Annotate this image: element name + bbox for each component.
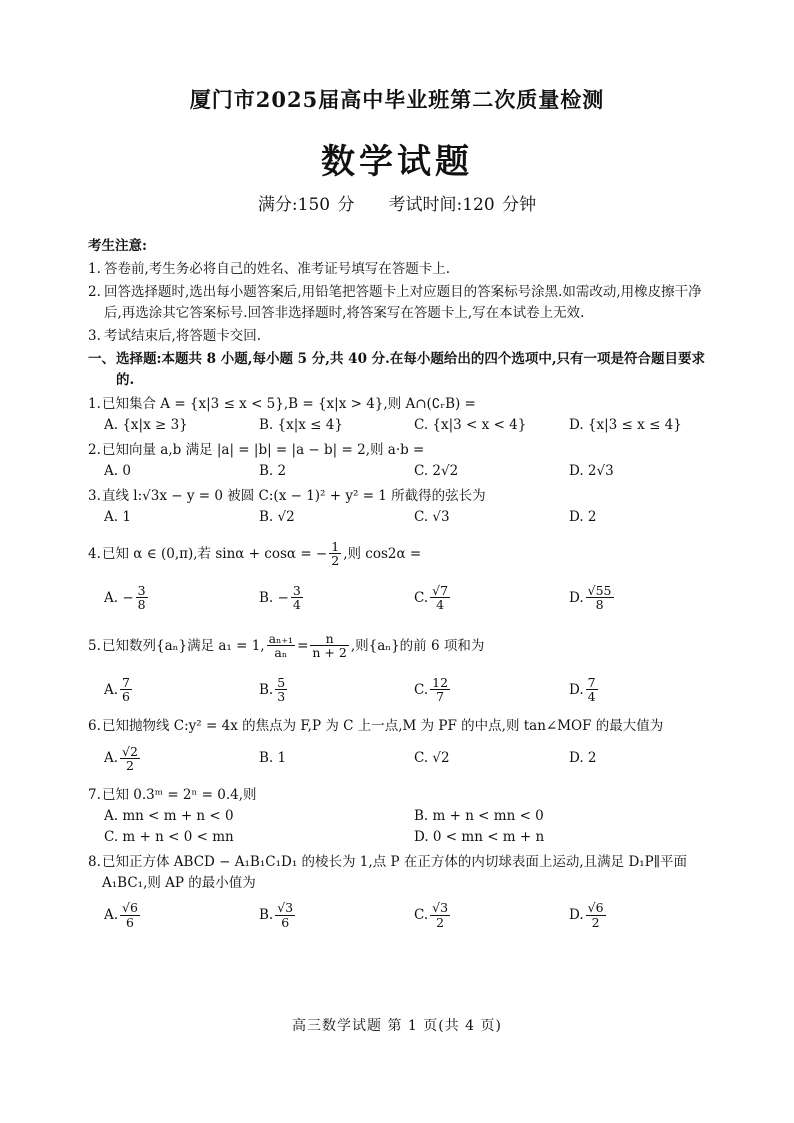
question-stem: ,则 cos2α = <box>343 545 422 562</box>
section-num: 一、 <box>88 350 115 367</box>
fraction-numerator: aₙ₊₁ <box>268 630 294 646</box>
option-a: A. 0 <box>104 463 131 480</box>
options-4 <box>88 576 708 620</box>
fraction-denominator: 3 <box>277 689 286 705</box>
options-6 <box>88 737 708 781</box>
option-c: C. 2√2 <box>414 463 459 480</box>
question-stem: 已知集合 A = {x|3 ≤ x < 5},B = {x|x > 4},则 A∩(∁ᵣB) = <box>102 396 476 413</box>
option-a: A. mn < m + n < 0 <box>104 807 234 824</box>
option-b <box>243 576 398 620</box>
section-heading <box>88 349 708 391</box>
exam-time: 考试时间:120 分钟 <box>388 195 537 215</box>
fraction-denominator: 2 <box>591 915 600 931</box>
question-stem: 已知正方体 ABCD − A₁B₁C₁D₁ 的棱长为 1,点 P 在正方体的内切球表面上运动,且满足 D₁P∥平面 A₁BC₁,则 AP 的最小值为 <box>102 853 687 891</box>
question-num: 3. <box>88 488 101 505</box>
fraction-denominator: 6 <box>122 689 130 705</box>
fraction-numerator: √2 <box>122 743 138 759</box>
option-a <box>88 668 243 712</box>
fraction-denominator: 6 <box>281 915 290 931</box>
option-d: D. 2 <box>569 509 597 526</box>
option-fraction <box>586 676 598 705</box>
exam-title: 数学试题 <box>321 142 473 182</box>
options-8 <box>88 894 708 938</box>
fraction-denominator: n + 2 <box>312 645 347 661</box>
full-score: 满分:150 分 <box>257 195 355 215</box>
option-label: C. <box>414 907 429 924</box>
stem-fraction <box>329 540 341 569</box>
option-d <box>553 894 708 938</box>
notice-item <box>88 326 708 347</box>
option-fraction <box>120 676 132 705</box>
notice-num: 2. <box>88 283 101 300</box>
fraction-denominator: 7 <box>436 689 445 705</box>
fraction-numerator: √6 <box>587 900 604 916</box>
option-a <box>88 894 243 938</box>
option-b <box>243 737 398 781</box>
question-5 <box>88 624 708 668</box>
question-num: 4. <box>88 545 101 562</box>
option-label: C. <box>414 681 429 698</box>
question-2 <box>88 440 708 461</box>
fraction-numerator: √55 <box>587 582 612 598</box>
option-fraction <box>275 901 295 930</box>
option-b: B. √2 <box>259 509 295 526</box>
options-3 <box>88 507 708 528</box>
fraction-numerator: 7 <box>122 674 130 690</box>
option-label: C. √2 <box>414 750 450 767</box>
options-1 <box>88 415 708 436</box>
question-num: 5. <box>88 637 101 654</box>
fraction-denominator: 2 <box>126 758 134 774</box>
option-b: B. {x|x ≤ 4} <box>259 417 343 434</box>
fraction-numerator: √6 <box>122 900 138 916</box>
fraction-numerator: √3 <box>432 900 449 916</box>
notice-heading: 考生注意: <box>88 238 147 254</box>
fraction-denominator: 4 <box>292 597 301 613</box>
option-fraction <box>275 676 287 705</box>
exam-meta <box>0 190 794 215</box>
option-c <box>398 576 553 620</box>
option-d <box>553 576 708 620</box>
option-d: D. 2√3 <box>569 463 614 480</box>
option-fraction <box>291 584 303 613</box>
fraction-numerator: 5 <box>277 674 286 690</box>
notice-item <box>88 282 708 324</box>
section-text: 选择题:本题共 8 小题,每小题 5 分,共 40 分.在每小题给出的四个选项中,只有一项是符合题目要求的. <box>116 350 706 388</box>
exam-subtitle: 厦门市2025届高中毕业班第二次质量检测 <box>189 87 605 112</box>
question-stem: 已知 0.3ᵐ = 2ⁿ = 0.4,则 <box>102 786 257 803</box>
fraction-denominator: aₙ <box>274 645 288 661</box>
option-label: D. 2 <box>569 750 597 767</box>
option-d: D. {x|3 ≤ x ≤ 4} <box>569 417 682 434</box>
option-a: A. 1 <box>104 509 131 526</box>
fraction-denominator: 6 <box>126 915 134 931</box>
option-label: D. <box>569 907 584 924</box>
fraction-denominator: 4 <box>587 689 596 705</box>
question-stem: 已知 α ∈ (0,π),若 sinα + cosα = − <box>102 545 328 562</box>
option-fraction <box>586 584 614 613</box>
fraction-numerator: √7 <box>432 582 449 598</box>
option-d <box>553 737 708 781</box>
stem-fraction <box>310 632 348 661</box>
option-label: A. <box>104 907 119 924</box>
exam-content <box>88 236 708 938</box>
option-c <box>398 737 553 781</box>
fraction-numerator: √3 <box>277 900 294 916</box>
option-label: D. <box>569 589 584 606</box>
question-num: 7. <box>88 786 101 803</box>
option-d <box>553 668 708 712</box>
fraction-numerator: 3 <box>292 582 301 598</box>
option-a <box>88 737 243 781</box>
options-2 <box>88 461 708 482</box>
page-footer: 高三数学试题 第 1 页(共 4 页) <box>292 1018 502 1034</box>
option-c: C. m + n < 0 < mn <box>104 828 234 845</box>
question-1 <box>88 394 708 415</box>
notice-num: 3. <box>88 327 101 344</box>
fraction-denominator: 2 <box>436 915 445 931</box>
option-b: B. m + n < mn < 0 <box>414 807 544 824</box>
fraction-denominator: 4 <box>436 597 445 613</box>
option-label: B. <box>259 681 274 698</box>
option-b <box>243 894 398 938</box>
question-7 <box>88 785 708 806</box>
fraction-numerator: 12 <box>432 674 449 690</box>
options-7 <box>88 806 708 848</box>
fraction-numerator: 3 <box>137 582 146 598</box>
option-label: D. <box>569 681 584 698</box>
question-stem: 已知数列{aₙ}满足 a₁ = 1, <box>102 637 265 654</box>
stem-fraction <box>267 632 295 661</box>
question-stem: 已知向量 a,b 满足 |a| = |b| = |a − b| = 2,则 a·b = <box>102 442 425 459</box>
fraction-denominator: 2 <box>331 553 340 569</box>
question-4 <box>88 532 708 576</box>
option-label: C. <box>414 589 429 606</box>
fraction-denominator: 8 <box>595 597 604 613</box>
question-stem: ,则{aₙ}的前 6 项和为 <box>350 637 485 654</box>
question-num: 6. <box>88 717 101 734</box>
option-label: B. − <box>259 589 289 606</box>
option-b <box>243 668 398 712</box>
question-stem: = <box>297 637 309 654</box>
question-6 <box>88 716 708 737</box>
option-c: C. √3 <box>414 509 450 526</box>
option-label: A. − <box>104 589 134 606</box>
option-c <box>398 668 553 712</box>
notice-text: 回答选择题时,选出每小题答案后,用铅笔把答题卡上对应题目的答案标号涂黑.如需改动,用橡皮擦干净后,再选涂其它答案标号.回答非选择题时,将答案写在答题卡上,写在本试卷上无效. <box>104 283 702 321</box>
notice-item <box>88 259 708 280</box>
question-num: 8. <box>88 853 101 870</box>
option-b: B. 2 <box>259 463 287 480</box>
option-fraction <box>586 901 606 930</box>
option-label: B. 1 <box>259 750 287 767</box>
option-a: A. {x|x ≥ 3} <box>104 417 188 434</box>
option-fraction <box>120 745 140 774</box>
option-label: A. <box>104 750 119 767</box>
question-num: 1. <box>88 396 101 413</box>
option-fraction <box>136 584 148 613</box>
option-a <box>88 576 243 620</box>
notice-num: 1. <box>88 260 101 277</box>
question-num: 2. <box>88 442 101 459</box>
question-stem: 直线 l:√3x − y = 0 被圆 C:(x − 1)² + y² = 1 所截得的弦长为 <box>102 488 486 505</box>
option-fraction <box>430 901 450 930</box>
fraction-numerator: 1 <box>331 538 340 554</box>
option-c <box>398 894 553 938</box>
option-fraction <box>120 901 140 930</box>
question-3 <box>88 486 708 507</box>
option-fraction <box>430 676 450 705</box>
fraction-numerator: 7 <box>587 674 596 690</box>
fraction-numerator: n <box>310 632 348 647</box>
notice-text: 答卷前,考生务必将自己的姓名、准考证号填写在答题卡上. <box>104 260 451 277</box>
notice-text: 考试结束后,将答题卡交回. <box>104 327 262 344</box>
option-fraction <box>430 584 450 613</box>
option-d: D. 0 < mn < m + n <box>414 828 545 845</box>
question-stem: 已知抛物线 C:y² = 4x 的焦点为 F,P 为 C 上一点,M 为 PF 的中点,则 tan∠MOF 的最大值为 <box>102 717 664 734</box>
option-label: B. <box>259 907 274 924</box>
question-8 <box>88 852 708 894</box>
fraction-denominator: 8 <box>137 597 146 613</box>
option-label: A. <box>104 681 119 698</box>
options-5 <box>88 668 708 712</box>
option-c: C. {x|3 < x < 4} <box>414 417 527 434</box>
